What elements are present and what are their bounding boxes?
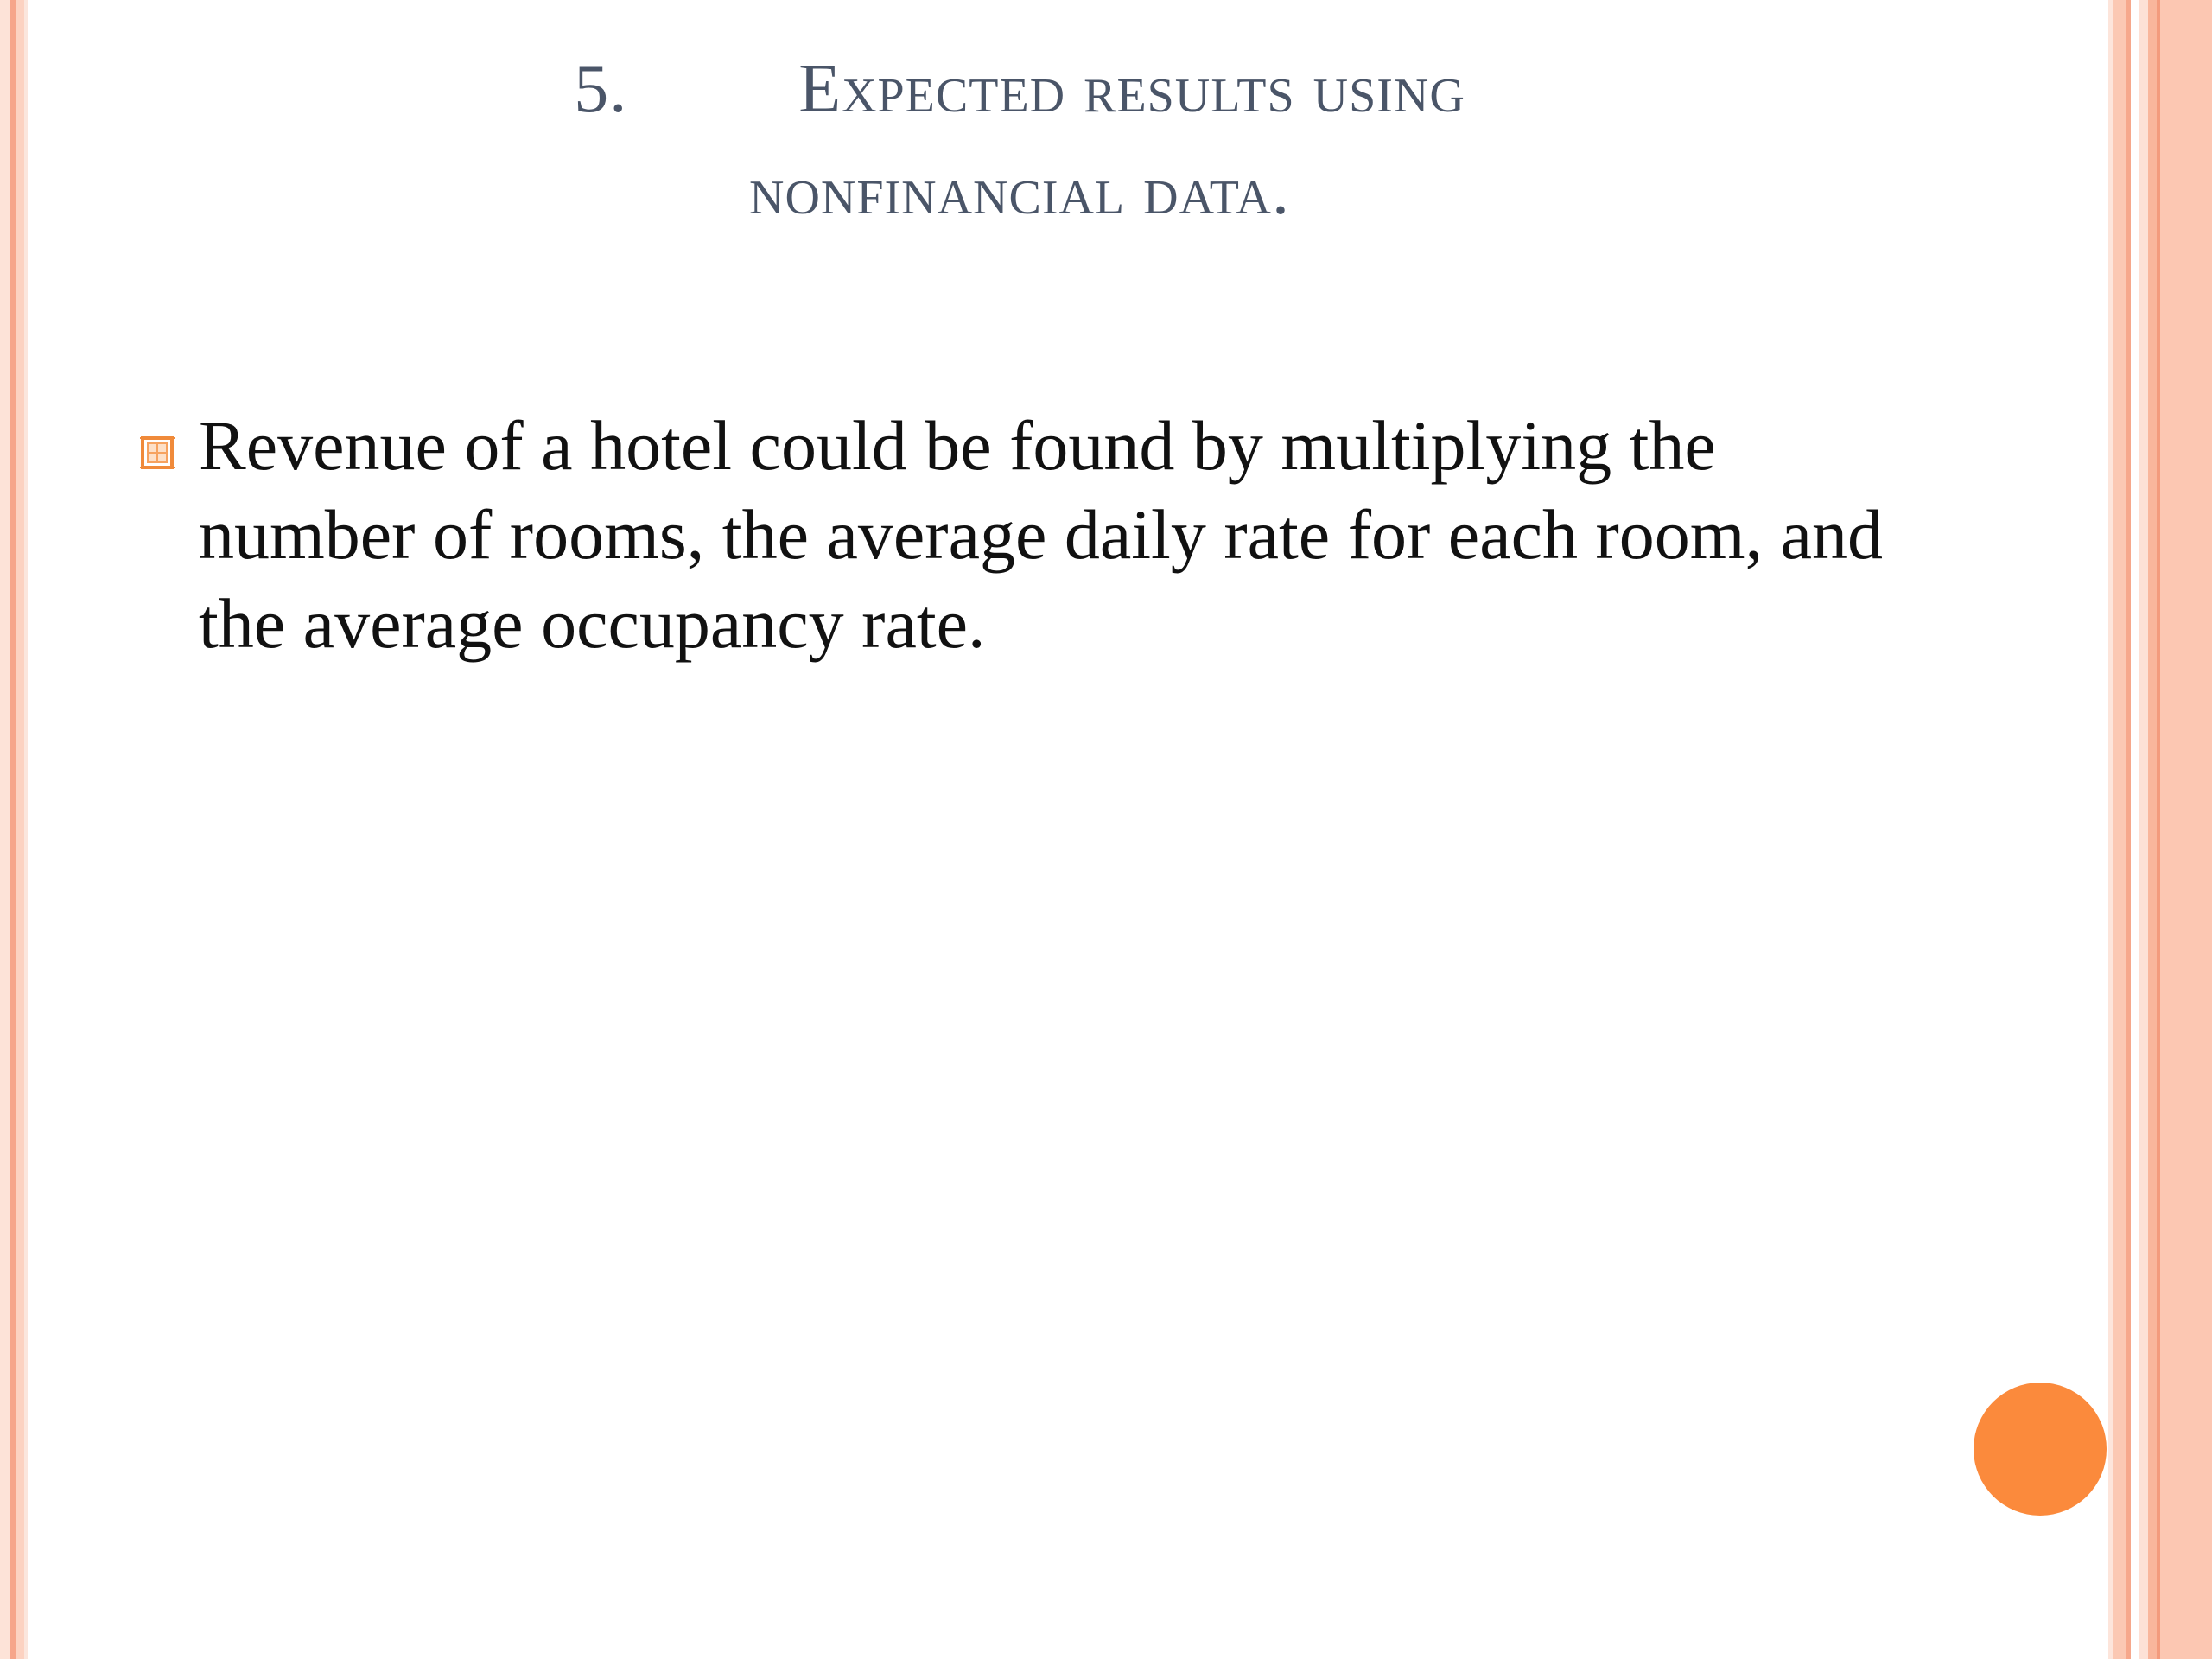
title-number: 5.	[574, 51, 628, 127]
orange-circle-decoration	[1974, 1382, 2107, 1516]
title-line-1: Expected results using	[798, 51, 1465, 127]
right-border-decoration	[2108, 0, 2212, 1659]
bullet-text: Revenue of a hotel could be found by multiplying the number of rooms, the average daily rate for each room, and the average occupancy rate.	[199, 406, 1883, 663]
left-border-decoration	[0, 0, 29, 1659]
title-line-2: nonfinancial data.	[749, 153, 1290, 229]
square-bullet-icon	[138, 434, 176, 472]
slide-title	[311, 38, 1728, 242]
